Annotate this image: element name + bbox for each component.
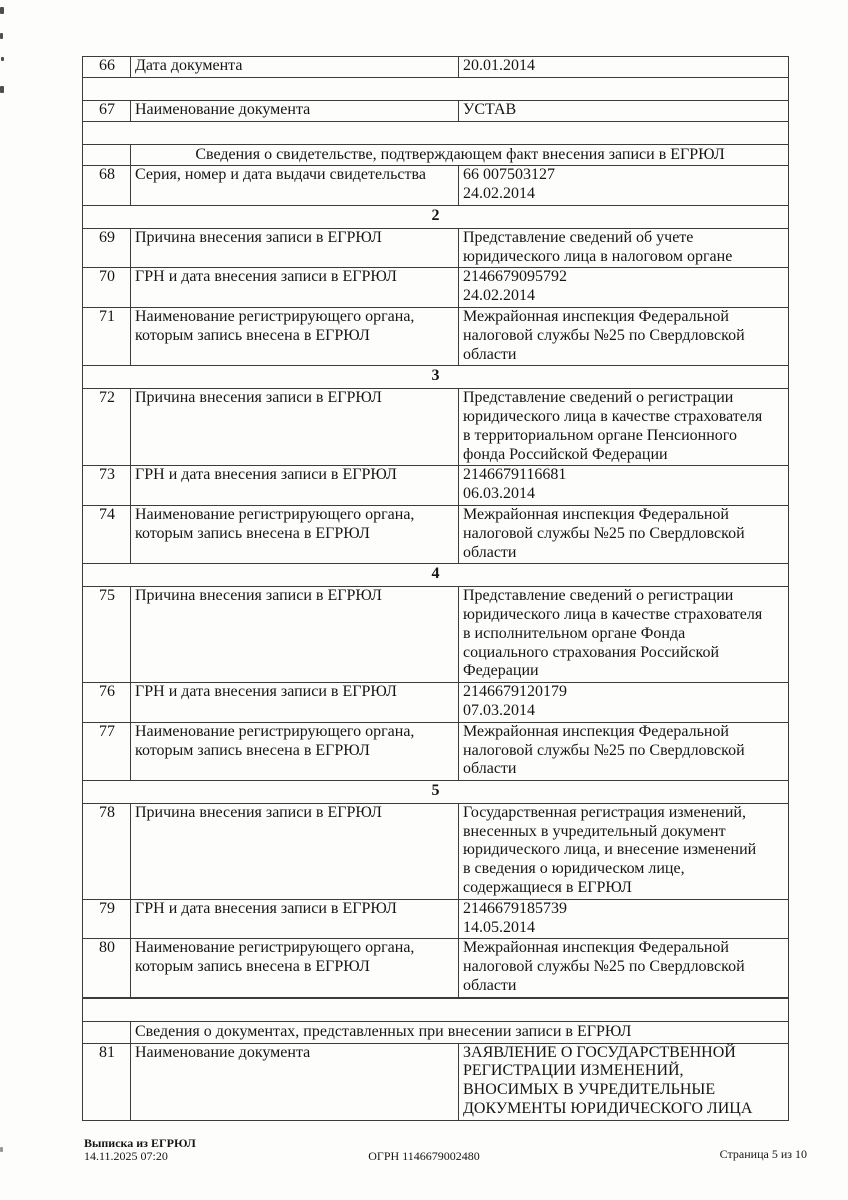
scan-artifact — [0, 33, 3, 39]
row-label: Наименование регистрирующего органа, которым запись внесена в ЕГРЮЛ — [131, 307, 459, 365]
row-value: Межрайонная инспекция Федеральной налоговой службы №25 по Свердловской области — [459, 307, 789, 365]
row-number: 73 — [83, 466, 131, 506]
row-label: Наименование регистрирующего органа, которым запись внесена в ЕГРЮЛ — [131, 722, 459, 780]
table-row-71 — [83, 307, 789, 365]
row-label: Наименование регистрирующего органа, которым запись внесена в ЕГРЮЛ — [131, 505, 459, 563]
section-number-text: 2 — [83, 205, 789, 228]
row-value: 2146679120179 07.03.2014 — [459, 683, 789, 723]
table-row-77 — [83, 722, 789, 780]
table-row-75 — [83, 587, 789, 683]
row-label: ГРН и дата внесения записи в ЕГРЮЛ — [131, 268, 459, 308]
row-number: 77 — [83, 722, 131, 780]
table-row-69 — [83, 228, 789, 268]
table-row-66 — [83, 57, 789, 78]
row-label: Причина внесения записи в ЕГРЮЛ — [131, 389, 459, 466]
section-header-certificate — [83, 144, 789, 166]
table-row-76 — [83, 683, 789, 723]
row-number: 79 — [83, 899, 131, 939]
section-number-text: 3 — [83, 366, 789, 389]
row-value: 20.01.2014 — [459, 57, 789, 78]
section-header-documents — [83, 1021, 789, 1043]
row-value: 2146679185739 14.05.2014 — [459, 899, 789, 939]
row-value: Межрайонная инспекция Федеральной налоговой службы №25 по Свердловской области — [459, 505, 789, 563]
table-row-70 — [83, 268, 789, 308]
section-header-text: Сведения о документах, представленных при внесении записи в ЕГРЮЛ — [131, 1021, 789, 1043]
row-number: 69 — [83, 228, 131, 268]
scan-artifact — [0, 86, 4, 93]
row-label: ГРН и дата внесения записи в ЕГРЮЛ — [131, 899, 459, 939]
row-label: Наименование документа — [131, 100, 459, 121]
footer-page-number: Страница 5 из 10 — [719, 1147, 807, 1161]
row-value: Представление сведений о регистрации юридического лица в качестве страхователя в территориальном органе Пенсионного фонда Российской Федерации — [459, 389, 789, 466]
row-label: Причина внесения записи в ЕГРЮЛ — [131, 228, 459, 268]
table-row-74 — [83, 505, 789, 563]
row-number: 75 — [83, 587, 131, 683]
row-number: 81 — [83, 1043, 131, 1120]
row-number: 80 — [83, 939, 131, 998]
table-row-72 — [83, 389, 789, 466]
row-label: Дата документа — [131, 57, 459, 78]
row-number: 68 — [83, 166, 131, 206]
row-label: Причина внесения записи в ЕГРЮЛ — [131, 587, 459, 683]
row-label: ГРН и дата внесения записи в ЕГРЮЛ — [131, 466, 459, 506]
scan-artifact — [0, 1147, 3, 1152]
row-value: Межрайонная инспекция Федеральной налоговой службы №25 по Свердловской области — [459, 939, 789, 998]
section-number-text: 4 — [83, 564, 789, 587]
table-row-79 — [83, 899, 789, 939]
row-value: ЗАЯВЛЕНИЕ О ГОСУДАРСТВЕННОЙ РЕГИСТРАЦИИ ИЗМЕНЕНИЙ, ВНОСИМЫХ В УЧРЕДИТЕЛЬНЫЕ ДОКУМЕНТЫ ЮРИДИЧЕСКОГО ЛИЦА — [459, 1043, 789, 1120]
footer-ogrn: ОГРН 1146679002480 — [368, 1149, 480, 1163]
row-value: 2146679116681 06.03.2014 — [459, 466, 789, 506]
row-number: 72 — [83, 389, 131, 466]
row-value: Представление сведений о регистрации юридического лица в качестве страхователя в исполнительном органе Фонда социального страхования Российской Федерации — [459, 587, 789, 683]
table-row-81 — [83, 1043, 789, 1120]
table-row-73 — [83, 466, 789, 506]
row-number: 71 — [83, 307, 131, 365]
table-row-78 — [83, 803, 789, 899]
spacer-row — [83, 77, 789, 100]
row-number: 67 — [83, 100, 131, 121]
spacer-row — [83, 998, 789, 1022]
row-value: 2146679095792 24.02.2014 — [459, 268, 789, 308]
row-number: 76 — [83, 683, 131, 723]
row-label: Наименование регистрирующего органа, которым запись внесена в ЕГРЮЛ — [131, 939, 459, 998]
row-label: Серия, номер и дата выдачи свидетельства — [131, 166, 459, 206]
row-label: Наименование документа — [131, 1043, 459, 1120]
table-row-80 — [83, 939, 789, 998]
section-number-2 — [83, 205, 789, 228]
row-value: Межрайонная инспекция Федеральной налоговой службы №25 по Свердловской области — [459, 722, 789, 780]
page-footer — [0, 1135, 848, 1169]
spacer-row — [83, 121, 789, 144]
table-row-68 — [83, 166, 789, 206]
scan-artifact — [1, 57, 4, 61]
row-number: 78 — [83, 803, 131, 899]
scan-artifact — [0, 7, 4, 14]
table-row-67 — [83, 100, 789, 121]
section-number-3 — [83, 366, 789, 389]
footer-datetime: 14.11.2025 07:20 — [84, 1149, 168, 1163]
row-label: Причина внесения записи в ЕГРЮЛ — [131, 803, 459, 899]
row-value: Государственная регистрация изменений, внесенных в учредительный документ юридического лица, и внесение изменений в сведения о юридическом лице, содержащиеся в ЕГРЮЛ — [459, 803, 789, 899]
row-number: 74 — [83, 505, 131, 563]
footer-doc-type: Выписка из ЕГРЮЛ — [84, 1136, 196, 1150]
row-value: 66 007503127 24.02.2014 — [459, 166, 789, 206]
section-header-text: Сведения о свидетельстве, подтверждающем факт внесения записи в ЕГРЮЛ — [131, 144, 789, 166]
row-value: УСТАВ — [459, 100, 789, 121]
row-label: ГРН и дата внесения записи в ЕГРЮЛ — [131, 683, 459, 723]
row-number: 70 — [83, 268, 131, 308]
egrul-table — [82, 56, 789, 1121]
section-number-4 — [83, 564, 789, 587]
row-value: Представление сведений об учете юридического лица в налоговом органе — [459, 228, 789, 268]
row-number: 66 — [83, 57, 131, 78]
section-number-5 — [83, 781, 789, 804]
section-number-text: 5 — [83, 781, 789, 804]
